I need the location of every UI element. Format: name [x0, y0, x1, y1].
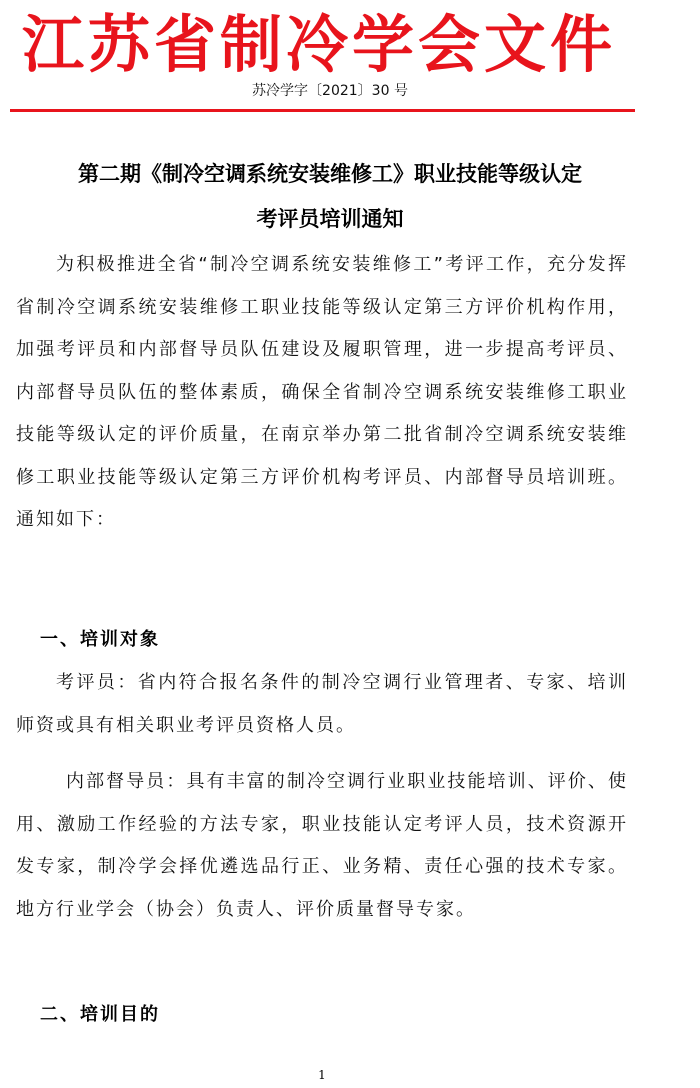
- header-red-rule: [10, 109, 635, 112]
- section-1-heading: 一、培训对象: [40, 629, 160, 650]
- intro-paragraph: 为积极推进全省“制冷空调系统安装维修工”考评工作，充分发挥省制冷空调系统安装维修工职业技能等级认定第三方评价机构作用，加强考评员和内部督导员队伍建设及履职管理，进一步提高考评员、内部督导员队伍的整体素质，确保全省制冷空调系统安装维修工职业技能等级认定的评价质量，在南京举办第二批省制冷空调系统安装维修工职业技能等级认定第三方评价机构考评员、内部督导员培训班。通知如下：: [16, 254, 628, 530]
- notice-title-line-2: 考评员培训通知: [256, 207, 404, 231]
- org-header-title: 江苏省制冷学会文件: [22, 8, 617, 81]
- section-1-examiner-paragraph: 考评员：省内符合报名条件的制冷空调行业管理者、专家、培训师资或具有相关职业考评员资格人员。: [16, 672, 628, 736]
- notice-title-line-1: 第二期《制冷空调系统安装维修工》职业技能等级认定: [78, 162, 582, 186]
- section-1-supervisor-paragraph: 内部督导员：具有丰富的制冷空调行业职业技能培训、评价、使用、激励工作经验的方法专家，职业技能认定考评人员，技术资源开发专家，制冷学会择优遴选品行正、业务精、责任心强的技术专家。地方行业学会（协会）负责人、评价质量督导专家。: [16, 771, 628, 920]
- page-number: 1: [318, 1068, 326, 1082]
- section-2-heading: 二、培训目的: [40, 1004, 160, 1025]
- document-number: 苏冷学字〔2021〕30 号: [252, 83, 408, 99]
